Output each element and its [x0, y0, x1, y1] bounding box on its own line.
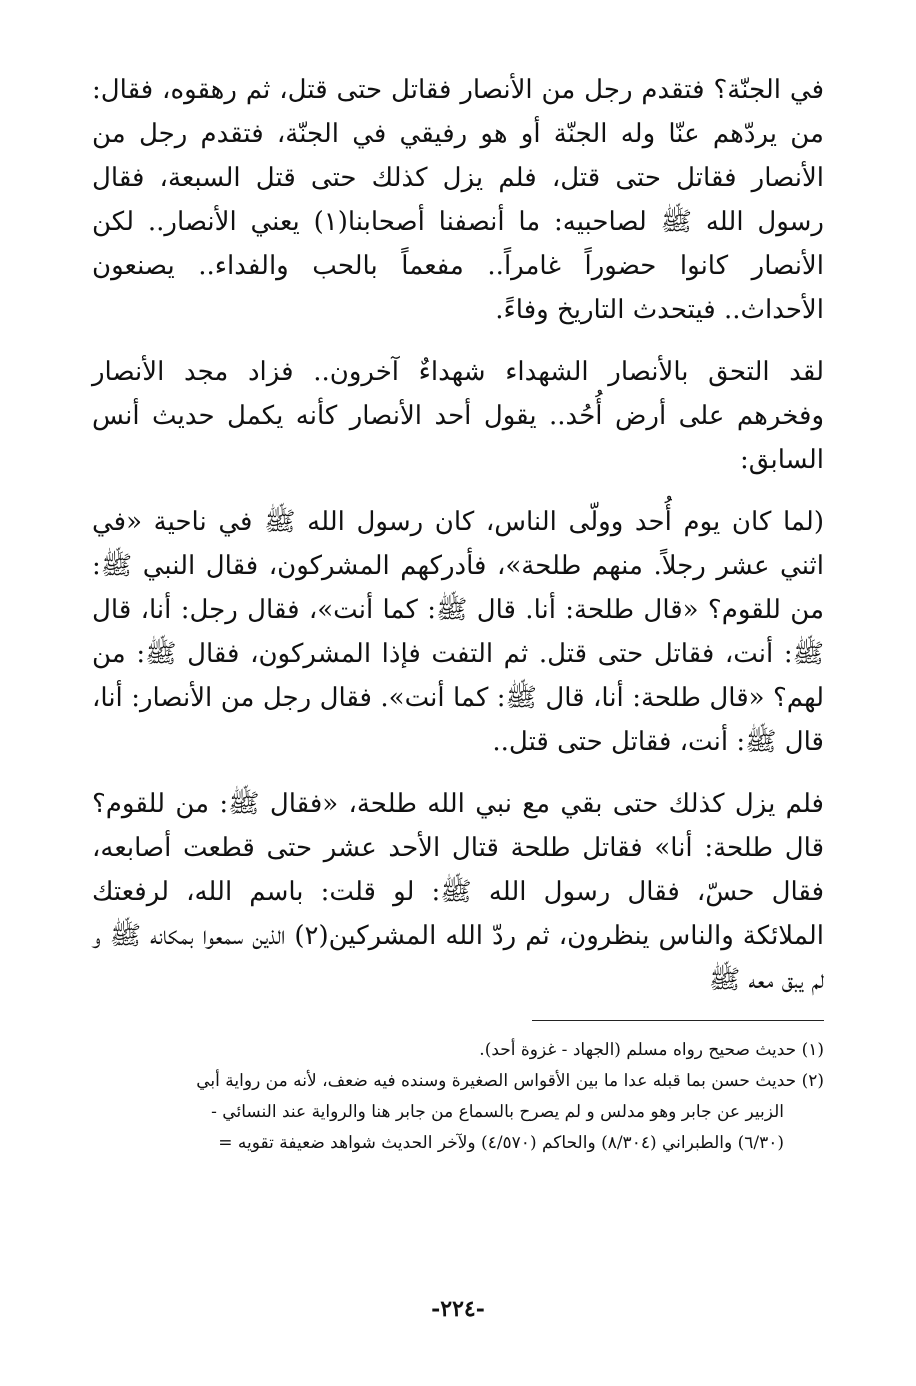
body-paragraph-2: لقد التحق بالأنصار الشهداء شهداءٌ آخرون.. فزاد مجد الأنصار وفخرهم على أرض أُحُد.. يقول أحد الأنصار كأنه يكمل حديث أنس السابق:	[92, 357, 824, 475]
body-paragraph-1: في الجنّة؟ فتقدم رجل من الأنصار فقاتل حتى قتل، ثم رهقوه، فقال: من يردّهم عنّا وله الجنّة أو هو رفيقي في الجنّة، فتقدم رجل من الأنصار فقاتل حتى قتل، فلم يزل كذلك حتى قتل السبعة، فقال رسول الله ﷺ لصاحبيه: ما أنصفنا أصحابنا(١) يعني الأنصار.. لكن الأنصار كانوا حضوراً غامراً.. مفعماً بالحب والفداء.. يصنعون الأحداث.. فيتحدث التاريخ وفاءً.	[92, 75, 824, 325]
body-paragraph-4: فلم يزل كذلك حتى بقي مع نبي الله طلحة، «فقال ﷺ: من للقوم؟ قال طلحة: أنا» فقاتل طلحة قتال الأحد عشر حتى قطعت أصابعه، فقال حسّ، فقال رسول الله ﷺ: لو قلت: باسم الله، لرفعتك الملائكة والناس ينظرون، ثم ردّ الله المشركين(٢) الذين سمعوا بمكانه ﷺ و لم يبق معه ﷺ	[92, 789, 824, 995]
footnotes-section	[92, 1035, 824, 1159]
body-paragraph-3: (لما كان يوم أُحد وولّى الناس، كان رسول الله ﷺ في ناحية «في اثني عشر رجلاً. منهم طلحة»، فأدركهم المشركون، فقال النبي ﷺ: من للقوم؟ «قال طلحة: أنا. قال ﷺ: كما أنت»، فقال رجل: أنا، قال ﷺ: أنت، فقاتل حتى قتل. ثم التفت فإذا المشركون، فقال ﷺ: من لهم؟ «قال طلحة: أنا، قال ﷺ: كما أنت». فقال رجل من الأنصار: أنا، قال ﷺ: أنت، فقاتل حتى قتل..	[92, 507, 824, 757]
book-page	[92, 68, 824, 1386]
footnote-separator	[532, 1020, 824, 1021]
footnote-2-line-1: (٢) حديث حسن بما قبله عدا ما بين الأقواس الصغيرة وسنده فيه ضعف، لأنه من رواية أبي	[196, 1071, 824, 1091]
footnote-2-line-2: الزبير عن جابر وهو مدلس و لم يصرح بالسماع من جابر هنا والرواية عند النسائي -	[211, 1102, 784, 1122]
footnote-2-line-3: (٦/٣٠) والطبراني (٨/٣٠٤) والحاكم (٤/٥٧٠) ولآخر الحديث شواهد ضعيفة تقويه =	[218, 1133, 784, 1153]
page-number: -٢٢٤-	[431, 1296, 485, 1322]
footnote-1: (١) حديث صحيح رواه مسلم (الجهاد - غزوة أحد).	[479, 1040, 824, 1060]
